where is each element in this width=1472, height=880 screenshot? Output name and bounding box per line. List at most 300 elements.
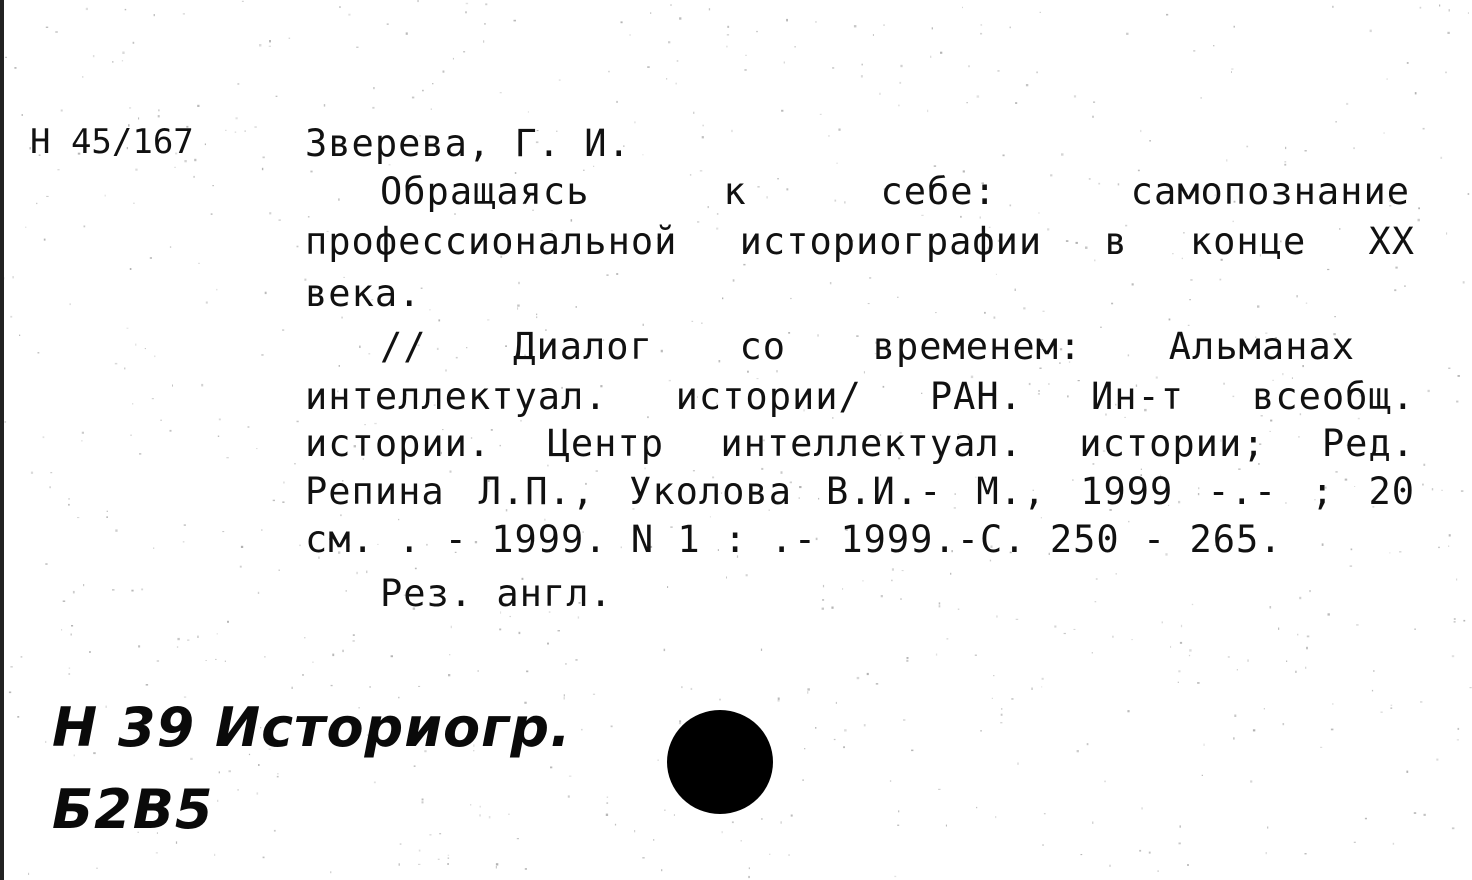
scan-speck xyxy=(1158,870,1159,872)
scan-speck xyxy=(1452,655,1454,657)
scan-speck xyxy=(657,760,659,761)
scan-speck xyxy=(634,121,635,123)
author: Зверева, Г. И. xyxy=(305,122,631,165)
scan-speck xyxy=(1305,853,1307,854)
scan-speck xyxy=(122,60,123,62)
scan-speck xyxy=(950,573,951,575)
scan-speck xyxy=(837,163,838,164)
scan-speck xyxy=(1149,852,1151,854)
scan-speck xyxy=(391,655,393,657)
scan-speck xyxy=(1081,854,1083,855)
scan-speck xyxy=(921,215,923,216)
scan-speck xyxy=(935,312,936,313)
scan-speck xyxy=(1418,207,1420,209)
scan-speck xyxy=(1074,95,1076,97)
scan-speck xyxy=(217,633,218,634)
scan-speck xyxy=(1456,401,1458,403)
scan-speck xyxy=(1470,687,1472,688)
scan-speck xyxy=(898,105,899,107)
scan-speck xyxy=(1332,6,1334,8)
scan-speck xyxy=(1011,698,1013,699)
scan-speck xyxy=(1390,708,1392,709)
scan-speck xyxy=(547,643,549,645)
scan-speck xyxy=(1189,655,1190,656)
scan-speck xyxy=(939,602,941,604)
scan-speck xyxy=(77,517,79,518)
scan-speck xyxy=(823,585,824,587)
scan-speck xyxy=(1234,26,1236,28)
scan-speck xyxy=(93,55,95,57)
scan-speck xyxy=(790,298,792,299)
scan-speck xyxy=(138,645,140,647)
scan-speck xyxy=(170,430,172,432)
scan-speck xyxy=(227,621,229,623)
scan-speck xyxy=(194,159,196,161)
scan-speck xyxy=(422,801,424,803)
scan-speck xyxy=(342,650,344,652)
scan-speck xyxy=(900,598,902,599)
scan-speck xyxy=(340,514,342,516)
scan-speck xyxy=(368,353,370,355)
scan-speck xyxy=(732,821,734,823)
scan-speck xyxy=(934,165,936,166)
scan-speck xyxy=(454,213,456,215)
scan-speck xyxy=(61,110,63,112)
scan-speck xyxy=(445,369,446,371)
scan-speck xyxy=(1228,656,1230,658)
scan-speck xyxy=(242,1,244,2)
scan-speck xyxy=(429,309,430,310)
scan-speck xyxy=(1383,132,1384,133)
scan-speck xyxy=(667,586,668,588)
scan-speck xyxy=(69,303,71,305)
scan-speck xyxy=(273,500,275,501)
scan-speck xyxy=(146,684,148,686)
scan-speck xyxy=(463,51,465,52)
scan-speck xyxy=(448,855,449,856)
scan-speck xyxy=(977,95,980,97)
scan-speck xyxy=(1418,219,1420,222)
scan-speck xyxy=(1350,566,1353,567)
scan-speck xyxy=(258,764,260,766)
scan-speck xyxy=(1247,659,1249,661)
scan-speck xyxy=(127,328,129,329)
scan-speck xyxy=(517,307,518,309)
scan-speck xyxy=(183,13,185,14)
scan-speck xyxy=(205,660,207,661)
scan-speck xyxy=(1267,827,1268,829)
scan-speck xyxy=(946,825,947,827)
scan-speck xyxy=(299,545,300,547)
scan-speck xyxy=(1297,295,1298,297)
scan-speck xyxy=(487,319,489,320)
scan-speck xyxy=(1200,97,1202,98)
scan-speck xyxy=(670,4,672,6)
scan-speck xyxy=(308,216,310,217)
scan-speck xyxy=(536,316,537,318)
scan-speck xyxy=(815,21,817,23)
scan-speck xyxy=(842,588,843,589)
scan-speck xyxy=(31,472,33,474)
scan-speck xyxy=(5,421,7,423)
scan-speck xyxy=(664,649,666,651)
scan-speck xyxy=(930,56,931,58)
scan-speck xyxy=(940,52,942,54)
scan-speck xyxy=(832,67,834,69)
scan-speck xyxy=(1306,303,1307,304)
scan-speck xyxy=(55,31,58,33)
scan-speck xyxy=(443,71,445,73)
scan-speck xyxy=(981,24,983,25)
scan-speck xyxy=(205,144,206,146)
scan-speck xyxy=(994,317,996,319)
scan-speck xyxy=(642,857,644,858)
scan-speck xyxy=(881,595,883,597)
scan-speck xyxy=(1061,153,1064,155)
scan-speck xyxy=(938,789,940,790)
scan-speck xyxy=(902,570,904,571)
scan-speck xyxy=(1074,629,1076,630)
scan-speck xyxy=(1353,147,1354,149)
scan-speck xyxy=(1180,825,1181,827)
scan-speck xyxy=(526,671,528,673)
scan-speck xyxy=(330,871,331,873)
scan-speck xyxy=(838,129,840,131)
scan-speck xyxy=(212,185,214,186)
scan-speck xyxy=(727,26,729,28)
scan-speck xyxy=(873,34,874,36)
scan-speck xyxy=(57,169,59,170)
scan-speck xyxy=(112,61,114,62)
scan-speck xyxy=(225,130,227,131)
scan-speck xyxy=(43,436,45,438)
scan-speck xyxy=(1424,814,1426,816)
scan-speck xyxy=(219,419,221,421)
scan-speck xyxy=(1346,103,1348,105)
scan-speck xyxy=(419,850,421,852)
scan-speck xyxy=(897,297,898,298)
scan-speck xyxy=(1178,670,1180,672)
scan-speck xyxy=(867,673,869,675)
scan-speck xyxy=(1299,597,1301,599)
scan-speck xyxy=(346,590,347,592)
scan-speck xyxy=(883,25,885,26)
scan-speck xyxy=(1180,642,1182,644)
scan-speck xyxy=(82,432,84,434)
scan-speck xyxy=(616,101,618,103)
scan-speck xyxy=(10,666,12,668)
scan-speck xyxy=(366,571,367,574)
scan-speck xyxy=(132,403,133,404)
scan-speck xyxy=(417,0,419,2)
scan-speck xyxy=(236,117,238,119)
scan-speck xyxy=(46,196,48,197)
scan-speck xyxy=(1149,140,1151,141)
summary-note: Рез. англ. xyxy=(380,572,613,615)
scan-speck xyxy=(927,110,928,112)
scan-speck xyxy=(749,867,750,869)
scan-speck xyxy=(1087,743,1089,745)
scan-speck xyxy=(962,7,963,8)
scan-speck xyxy=(550,767,552,769)
scan-speck xyxy=(514,20,517,22)
scan-speck xyxy=(861,75,863,77)
scan-speck xyxy=(1370,30,1372,32)
scan-speck xyxy=(1064,633,1066,634)
scan-speck xyxy=(1178,682,1179,683)
scan-speck xyxy=(373,87,374,89)
scan-speck xyxy=(339,365,340,367)
scan-speck xyxy=(536,314,537,316)
scan-speck xyxy=(422,90,424,92)
scan-speck xyxy=(898,810,899,812)
scan-speck xyxy=(676,83,677,85)
scan-speck xyxy=(634,830,635,832)
scan-speck xyxy=(510,616,511,617)
scan-speck xyxy=(177,646,178,647)
scan-speck xyxy=(73,591,75,594)
scan-speck xyxy=(115,529,117,531)
scan-speck xyxy=(152,398,154,399)
scan-speck xyxy=(153,548,154,549)
scan-speck xyxy=(1104,781,1106,783)
scan-speck xyxy=(262,168,263,170)
scan-speck xyxy=(1448,368,1450,369)
scan-speck xyxy=(733,279,735,281)
scan-speck xyxy=(139,453,141,454)
scan-speck xyxy=(50,472,52,473)
scan-speck xyxy=(412,97,414,99)
scan-speck xyxy=(892,568,894,570)
scan-speck xyxy=(1270,606,1272,609)
scan-speck xyxy=(197,105,199,107)
scan-speck xyxy=(133,203,134,204)
scan-speck xyxy=(903,720,905,721)
scan-speck xyxy=(894,876,896,877)
scan-speck xyxy=(259,44,261,47)
scan-speck xyxy=(218,436,219,437)
scan-speck xyxy=(807,691,808,694)
scan-speck xyxy=(489,816,491,818)
scan-speck xyxy=(807,688,810,690)
scan-speck xyxy=(1096,578,1098,579)
scan-speck xyxy=(71,634,72,636)
scan-speck xyxy=(1112,636,1114,638)
scan-speck xyxy=(900,65,902,67)
scan-speck xyxy=(868,303,870,304)
scan-speck xyxy=(431,109,432,110)
scan-speck xyxy=(820,114,822,115)
scan-speck xyxy=(815,727,816,729)
scan-speck xyxy=(1335,121,1337,122)
scan-speck xyxy=(1448,546,1449,547)
source-line-4: Репина Л.П., Уколова В.И.- М., 1999 -.- ; 20 xyxy=(305,470,1415,513)
scan-speck xyxy=(219,771,220,773)
scan-speck xyxy=(593,166,594,167)
scan-speck xyxy=(256,448,257,449)
scan-speck xyxy=(701,323,703,324)
handwritten-classification: Н 39 Историогр. xyxy=(52,696,572,759)
scan-speck xyxy=(483,40,484,42)
scan-speck xyxy=(229,770,231,772)
scan-speck xyxy=(154,14,155,16)
scan-speck xyxy=(1432,488,1433,490)
scan-speck xyxy=(1393,843,1394,845)
scan-speck xyxy=(254,126,256,127)
scan-speck xyxy=(1457,739,1459,740)
scan-speck xyxy=(980,217,981,219)
scan-speck xyxy=(1436,759,1438,761)
scan-speck xyxy=(451,626,452,629)
scan-speck xyxy=(44,239,46,241)
scan-speck xyxy=(746,574,748,576)
scan-speck xyxy=(879,93,880,95)
scan-speck xyxy=(1257,305,1259,307)
scan-speck xyxy=(197,636,199,638)
card-left-edge xyxy=(0,0,4,880)
scan-speck xyxy=(1189,299,1191,300)
scan-speck xyxy=(606,802,608,804)
scan-speck xyxy=(1092,652,1093,653)
scan-speck xyxy=(1023,307,1025,309)
scan-speck xyxy=(1468,193,1470,195)
scan-speck xyxy=(869,277,871,278)
scan-speck xyxy=(264,656,266,658)
scan-speck xyxy=(642,154,643,155)
scan-speck xyxy=(1309,590,1311,592)
scan-speck xyxy=(975,655,977,656)
scan-speck xyxy=(187,640,189,641)
scan-speck xyxy=(1220,279,1222,281)
scan-speck xyxy=(836,702,837,704)
scan-speck xyxy=(958,609,960,610)
scan-speck xyxy=(237,789,239,791)
scan-speck xyxy=(1284,164,1286,166)
scan-speck xyxy=(1139,850,1141,852)
scan-speck xyxy=(225,661,226,662)
scan-speck xyxy=(843,746,845,748)
scan-speck xyxy=(1054,626,1056,628)
scan-speck xyxy=(1394,289,1396,291)
scan-speck xyxy=(1237,669,1238,670)
scan-speck xyxy=(781,110,783,112)
scan-speck xyxy=(145,348,146,349)
scan-speck xyxy=(960,216,962,218)
scan-speck xyxy=(19,335,20,336)
scan-speck xyxy=(400,843,402,844)
scan-speck xyxy=(1042,844,1044,846)
scan-speck xyxy=(1264,708,1265,709)
scan-speck xyxy=(269,46,271,47)
scan-speck xyxy=(439,833,441,834)
scan-speck xyxy=(897,825,899,826)
scan-speck xyxy=(1016,619,1019,620)
scan-speck xyxy=(432,83,433,84)
scan-speck xyxy=(201,384,203,387)
scan-speck xyxy=(862,64,863,66)
scan-speck xyxy=(844,729,847,731)
scan-speck xyxy=(830,282,832,284)
scan-speck xyxy=(693,112,694,114)
scan-speck xyxy=(1423,464,1425,466)
scan-speck xyxy=(1126,33,1128,35)
scan-speck xyxy=(274,830,276,832)
scan-speck xyxy=(1305,150,1307,151)
scan-speck xyxy=(1331,729,1334,731)
scan-speck xyxy=(769,854,770,855)
scan-speck xyxy=(418,864,420,865)
scan-speck xyxy=(25,227,26,228)
scan-speck xyxy=(448,674,450,676)
scan-speck xyxy=(702,136,704,138)
scan-speck xyxy=(129,107,131,108)
scan-speck xyxy=(1297,634,1298,636)
scan-speck xyxy=(68,498,70,499)
scan-speck xyxy=(277,773,279,774)
scan-speck xyxy=(508,814,509,815)
scan-speck xyxy=(674,814,675,816)
scan-speck xyxy=(936,654,937,656)
scan-speck xyxy=(453,58,454,60)
scan-speck xyxy=(297,246,299,248)
scan-speck xyxy=(369,686,370,688)
scan-speck xyxy=(761,818,762,820)
scan-speck xyxy=(744,69,746,71)
scan-speck xyxy=(1404,285,1406,287)
scan-speck xyxy=(822,608,824,610)
scan-speck xyxy=(1423,128,1425,130)
scan-speck xyxy=(1454,621,1456,623)
scan-speck xyxy=(13,276,14,278)
source-line-5: см. . - 1999. N 1 : .- 1999.-С. 250 - 265. xyxy=(305,518,1283,561)
scan-speck xyxy=(283,482,284,484)
scan-speck xyxy=(828,135,829,136)
scan-speck xyxy=(477,671,479,672)
scan-speck xyxy=(289,38,291,39)
scan-speck xyxy=(466,3,468,4)
scan-speck xyxy=(679,17,681,19)
scan-speck xyxy=(608,71,610,73)
scan-speck xyxy=(470,804,471,805)
scan-speck xyxy=(666,78,667,79)
scan-speck xyxy=(359,346,361,348)
scan-speck xyxy=(156,852,158,853)
scan-speck xyxy=(1420,7,1422,9)
scan-speck xyxy=(575,659,577,661)
scan-speck xyxy=(647,66,650,68)
scan-speck xyxy=(786,19,788,22)
scan-speck xyxy=(484,23,486,24)
scan-speck xyxy=(1449,534,1451,536)
scan-speck xyxy=(448,858,450,859)
scan-speck xyxy=(1187,864,1189,866)
scan-speck xyxy=(1015,289,1017,291)
scan-speck xyxy=(1356,624,1359,626)
scan-speck xyxy=(10,316,12,318)
scan-speck xyxy=(226,457,228,458)
scan-speck xyxy=(722,298,723,300)
scan-speck xyxy=(677,60,679,62)
scan-speck xyxy=(496,863,498,865)
scan-speck xyxy=(518,282,519,284)
scan-speck xyxy=(1213,45,1214,46)
scan-speck xyxy=(692,321,694,322)
scan-speck xyxy=(310,171,312,173)
scan-speck xyxy=(499,629,501,631)
scan-speck xyxy=(906,660,908,662)
scan-speck xyxy=(1307,636,1310,638)
punch-hole xyxy=(667,710,773,814)
